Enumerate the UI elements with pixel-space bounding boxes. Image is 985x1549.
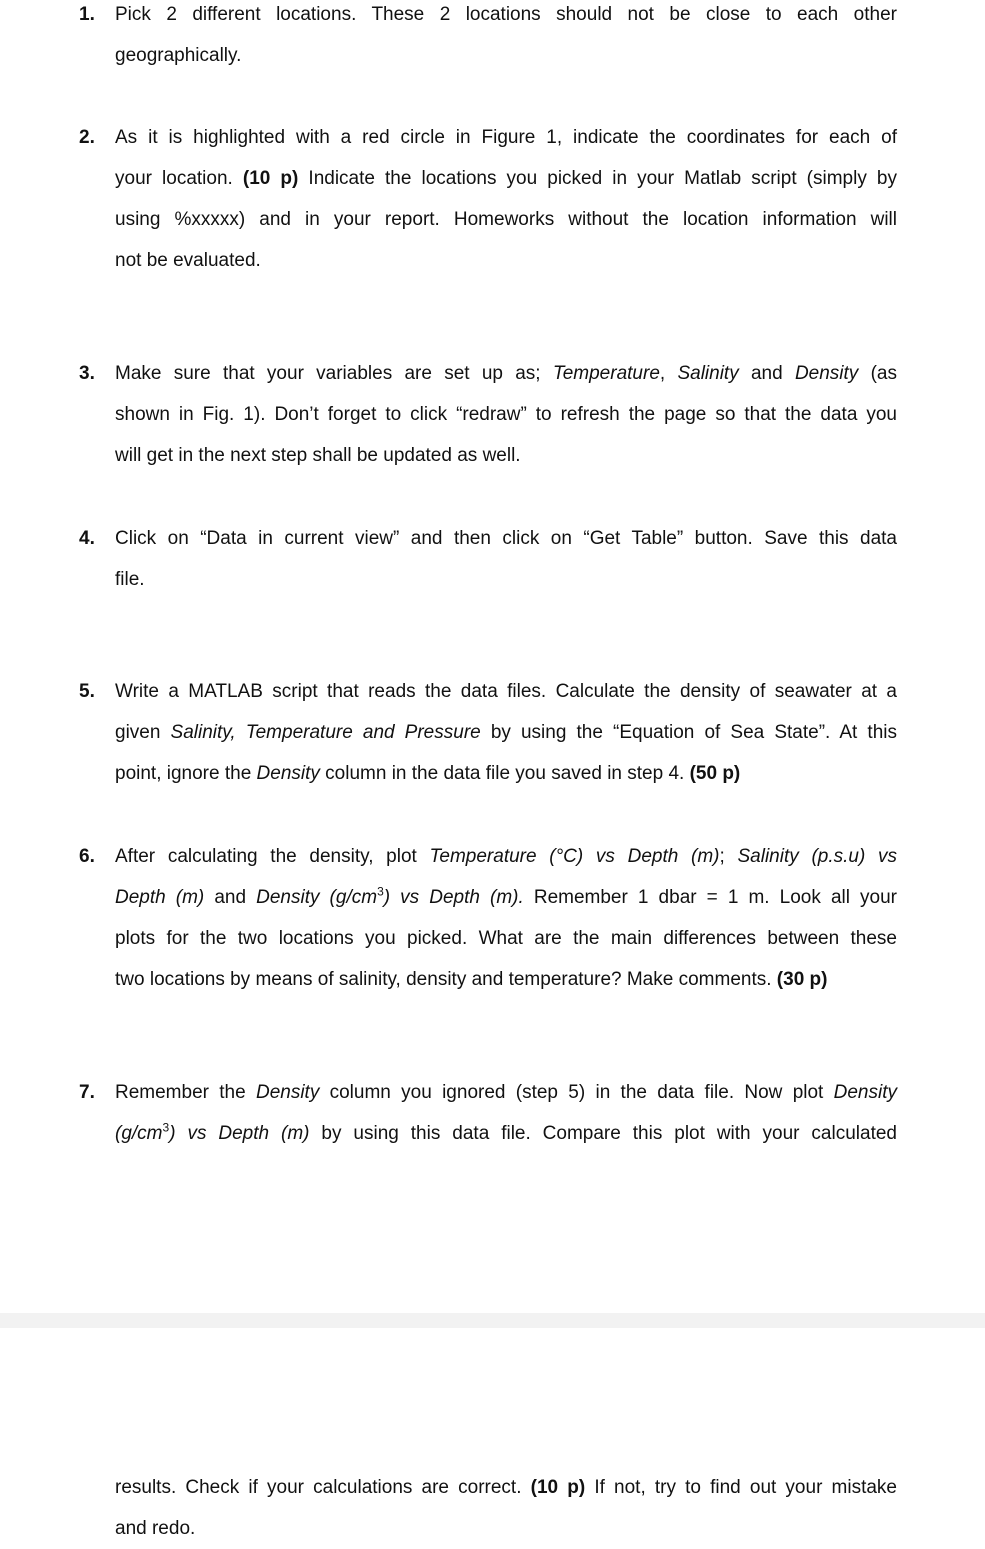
text-run: using %xxxxx) and in your report. Homeworks without the location information will bbox=[115, 209, 897, 230]
text-run: Write a MATLAB script that reads the data files. Calculate the density of seawater at a bbox=[115, 681, 897, 702]
text-run: ; bbox=[719, 846, 738, 867]
item-number: 1. bbox=[79, 4, 95, 25]
page-break-divider bbox=[0, 1313, 985, 1328]
text-run: by using the “Equation of Sea State”. At this bbox=[480, 722, 897, 743]
text-line bbox=[115, 559, 897, 600]
text-run: After calculating the density, plot bbox=[115, 846, 430, 867]
text-line bbox=[115, 671, 897, 712]
text-line bbox=[115, 0, 897, 35]
text-run: file. bbox=[115, 569, 145, 590]
bold-text: (10 p) bbox=[530, 1477, 586, 1498]
italic-text: Salinity (p.s.u) vs bbox=[737, 846, 897, 867]
item-number: 5. bbox=[79, 681, 95, 702]
text-line bbox=[115, 240, 897, 281]
italic-text: Depth (m) bbox=[115, 887, 205, 908]
item-number: 4. bbox=[79, 528, 95, 549]
text-line bbox=[115, 199, 897, 240]
text-line bbox=[115, 918, 897, 959]
text-line bbox=[115, 753, 897, 794]
text-run: point, ignore the bbox=[115, 763, 257, 784]
superscript: 3 bbox=[377, 884, 384, 899]
italic-text: Density (g/cm bbox=[256, 887, 378, 908]
text-run: Click on “Data in current view” and then click on “Get Table” button. Save this data bbox=[115, 528, 897, 549]
text-run: results. Check if your calculations are correct. bbox=[115, 1477, 531, 1498]
text-line bbox=[115, 518, 897, 559]
text-run: Pick 2 different locations. These 2 locations should not be close to each other bbox=[115, 4, 897, 25]
text-run: column you ignored (step 5) in the data file. Now plot bbox=[319, 1082, 834, 1103]
item-number: 6. bbox=[79, 846, 95, 867]
text-run: and bbox=[738, 363, 795, 384]
bold-text: (30 p) bbox=[776, 969, 828, 990]
text-line bbox=[115, 394, 897, 435]
text-line bbox=[115, 877, 897, 918]
text-line bbox=[115, 836, 897, 877]
text-line bbox=[115, 1508, 897, 1549]
text-run: shown in Fig. 1). Don’t forget to click “redraw” to refresh the page so that the data you bbox=[115, 404, 897, 425]
italic-text: Density bbox=[794, 363, 859, 384]
text-run: As it is highlighted with a red circle in Figure 1, indicate the coordinates for each of bbox=[115, 127, 897, 148]
text-line bbox=[115, 158, 897, 199]
italic-text: Density bbox=[833, 1082, 897, 1103]
item-number: 3. bbox=[79, 363, 95, 384]
text-run: Make sure that your variables are set up as; bbox=[115, 363, 553, 384]
italic-text: Density bbox=[255, 1082, 320, 1103]
italic-text: ) vs Depth (m). bbox=[383, 887, 524, 908]
italic-text: Temperature bbox=[552, 363, 660, 384]
text-line bbox=[115, 1072, 897, 1113]
item-number: 2. bbox=[79, 127, 95, 148]
text-run: not be evaluated. bbox=[115, 250, 261, 271]
italic-text: Density bbox=[256, 763, 320, 784]
text-line bbox=[115, 353, 897, 394]
italic-text: Salinity bbox=[677, 363, 739, 384]
italic-text: (g/cm bbox=[115, 1123, 163, 1144]
text-run: and bbox=[204, 887, 257, 908]
text-run: Remember the bbox=[115, 1082, 256, 1103]
text-run: your location. bbox=[115, 168, 243, 189]
italic-text: ) vs Depth (m) bbox=[169, 1123, 310, 1144]
text-run: column in the data file you saved in step 4. bbox=[319, 763, 690, 784]
item-number: 7. bbox=[79, 1082, 95, 1103]
bold-text: (50 p) bbox=[689, 763, 741, 784]
text-run: will get in the next step shall be updated as well. bbox=[115, 445, 521, 466]
text-run: (as bbox=[858, 363, 897, 384]
text-line bbox=[115, 712, 897, 753]
text-line bbox=[115, 1113, 897, 1154]
text-run: If not, try to find out your mistake bbox=[585, 1477, 897, 1498]
text-run: Indicate the locations you picked in your Matlab script (simply by bbox=[298, 168, 897, 189]
italic-text: Salinity, Temperature and Pressure bbox=[170, 722, 481, 743]
text-line bbox=[115, 1467, 897, 1508]
bold-text: (10 p) bbox=[242, 168, 299, 189]
text-run: geographically. bbox=[115, 45, 242, 66]
text-line bbox=[115, 959, 897, 1000]
text-line bbox=[115, 117, 897, 158]
text-run: and redo. bbox=[115, 1518, 196, 1539]
text-run: two locations by means of salinity, density and temperature? Make comments. bbox=[115, 969, 777, 990]
text-line bbox=[115, 435, 897, 476]
italic-text: Temperature (°C) vs Depth (m) bbox=[429, 846, 720, 867]
text-run: , bbox=[659, 363, 678, 384]
text-run: Remember 1 dbar = 1 m. Look all your bbox=[523, 887, 897, 908]
superscript: 3 bbox=[162, 1120, 170, 1135]
text-run: given bbox=[115, 722, 171, 743]
text-run: by using this data file. Compare this plot with your calculated bbox=[309, 1123, 897, 1144]
text-line bbox=[115, 35, 897, 76]
text-run: plots for the two locations you picked. What are the main differences between these bbox=[115, 928, 897, 949]
